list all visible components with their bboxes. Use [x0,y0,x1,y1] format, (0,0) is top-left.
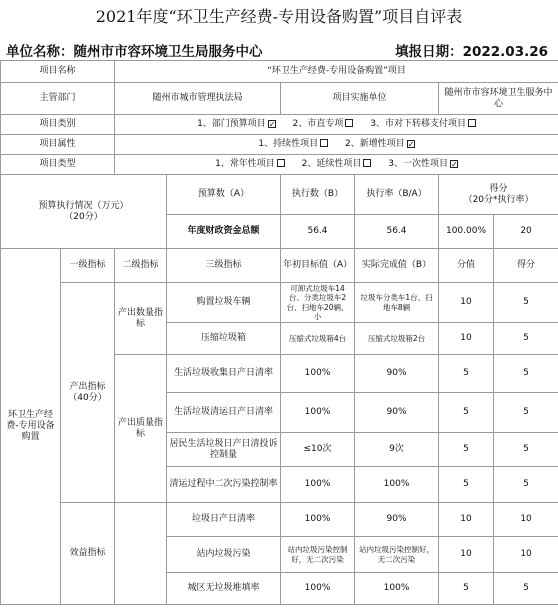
indicator-score: 5 [494,467,558,503]
level1-output: 产出指标（40分） [61,283,115,503]
row-budget-header [1,175,558,215]
indicator-score: 5 [494,283,558,323]
indicator-actual: 90% [355,503,439,537]
page-title: 2021年度“环卫生产经费-专用设备购置”项目自评表 [95,7,463,26]
indicator-actual: 垃圾车分类车1台、扫地车8辆 [355,283,439,323]
unit-name: 随州市市容环境卫生局服务中心 [73,44,263,60]
indicator-name: 城区无垃圾堆填率 [167,573,281,605]
row-attribute [1,135,558,155]
indicator-weight: 10 [439,537,494,573]
impl-value: 随州市市容环境卫生服务中心 [439,83,558,115]
row-category [1,115,558,135]
exec-rate-value: 100.00% [439,215,494,249]
indicator-weight: 5 [439,433,494,467]
type-label: 项目类型 [1,155,115,175]
header-meta [0,38,558,60]
attribute-option: 1、持续性项目 [258,139,319,149]
indicator-actual: 9次 [355,433,439,467]
budget-weight: （20分） [64,211,103,222]
col-level1-header: 一级指标 [61,249,115,283]
level2-effect [115,503,167,605]
type-option: 1、常年性项目 [215,159,275,169]
date-label: 填报日期： [395,44,463,60]
table-row [1,283,558,323]
indicator-target: 100% [281,467,355,503]
indicator-target: 100% [281,503,355,537]
row-department [1,83,558,115]
indicator-actual: 站内垃圾污染控制好，无二次污染 [355,537,439,573]
indicator-score: 5 [494,393,558,433]
impl-label: 项目实施单位 [281,83,439,115]
col-target-header: 年初目标值（A） [281,249,355,283]
row-type [1,155,558,175]
indicator-actual: 压缩式垃圾箱2台 [355,323,439,355]
indicator-target: 100% [281,355,355,393]
budget-label: 预算执行情况（万元） （20分） [1,175,167,249]
indicator-target: 可卸式垃圾车14台、分类垃圾车2台、扫地车20辆、小 [281,283,355,323]
row-indicator-header [1,249,558,283]
exec-amount-value: 56.4 [355,215,439,249]
indicator-actual: 90% [355,355,439,393]
exec-amount-header: 执行数（B） [281,175,355,215]
indicator-target: 站内垃圾污染控制好，无二次污染 [281,537,355,573]
level2-quantity: 产出数量指标 [115,283,167,355]
indicator-actual: 100% [355,467,439,503]
project-name-label: 项目名称 [1,61,115,83]
indicator-target: 压缩式垃圾箱4台 [281,323,355,355]
indicator-name: 站内垃圾污染 [167,537,281,573]
indicator-score: 5 [494,355,558,393]
exec-rate-header: 执行率（B/A） [355,175,439,215]
dept-value: 随州市城市管理执法局 [115,83,281,115]
budget-score-value: 20 [494,215,558,249]
checkbox-empty-icon [277,159,285,167]
indicator-weight: 5 [439,393,494,433]
category-option: 3、市对下转移支付项目 [370,119,467,129]
indicator-name: 清运过程中二次污染控制率 [167,467,281,503]
indicator-weight: 5 [439,467,494,503]
indicator-target: 100% [281,393,355,433]
indicator-weight: 10 [439,323,494,355]
budget-amount-header: 预算数（A） [167,175,281,215]
attribute-label: 项目属性 [1,135,115,155]
checkbox-checked-icon [450,160,458,168]
indicator-name: 压缩垃圾箱 [167,323,281,355]
indicator-weight: 10 [439,283,494,323]
type-option: 3、一次性项目 [388,159,449,169]
attribute-options [115,135,558,155]
col-weight-header: 分值 [439,249,494,283]
indicator-name: 居民生活垃圾日产日清投诉控制量 [167,433,281,467]
budget-amount-value: 56.4 [281,215,355,249]
type-option: 2、延续性项目 [301,159,362,169]
category-options [115,115,558,135]
indicator-weight: 5 [439,573,494,605]
dept-label: 主管部门 [1,83,115,115]
row-project-name [1,61,558,83]
checkbox-checked-icon [407,140,415,148]
indicator-score: 10 [494,503,558,537]
indicator-name: 垃圾日产日清率 [167,503,281,537]
category-option: 2、市直专项 [292,119,344,129]
indicator-name: 生活垃圾清运日产日清率 [167,393,281,433]
checkbox-empty-icon [468,119,476,127]
indicator-score: 10 [494,537,558,573]
category-option: 1、部门预算项目 [197,119,266,129]
indicator-target: ≤10次 [281,433,355,467]
annual-fund-label: 年度财政资金总额 [167,215,281,249]
indicator-weight: 10 [439,503,494,537]
project-name-value: “环卫生产经费-专用设备购置”项目 [115,61,558,83]
checkbox-empty-icon [345,119,353,127]
budget-score-header: 得分 （20分*执行率） [439,175,558,215]
unit-label: 单位名称： [6,44,74,60]
col-actual-header: 实际完成值（B） [355,249,439,283]
evaluation-table [0,60,558,605]
type-options [115,155,558,175]
unit-info [6,40,263,60]
indicator-score: 5 [494,433,558,467]
level1-effect: 效益指标 [61,503,115,605]
indicator-actual: 90% [355,393,439,433]
checkbox-empty-icon [320,139,328,147]
date-info [395,40,548,60]
level2-quality: 产出质量指标 [115,355,167,503]
date-value: 2022.03.26 [462,44,548,60]
indicator-score: 5 [494,573,558,605]
checkbox-checked-icon [268,120,276,128]
checkbox-empty-icon [363,159,371,167]
col-level3-header: 三级指标 [167,249,281,283]
col-score-header: 得分 [494,249,558,283]
indicator-weight: 5 [439,355,494,393]
indicator-name: 生活垃圾收集日产日清率 [167,355,281,393]
indicator-name: 购置垃圾车辆 [167,283,281,323]
indicator-score: 5 [494,323,558,355]
category-label: 项目类别 [1,115,115,135]
indicator-actual: 100% [355,573,439,605]
table-row [1,503,558,537]
score-formula: （20分*执行率） [463,194,534,205]
indicator-project-name: 环卫生产经费-专用设备购置 [1,249,61,605]
indicator-target: 100% [281,573,355,605]
attribute-option: 2、新增性项目 [344,139,405,149]
col-level2-header: 二级指标 [115,249,167,283]
